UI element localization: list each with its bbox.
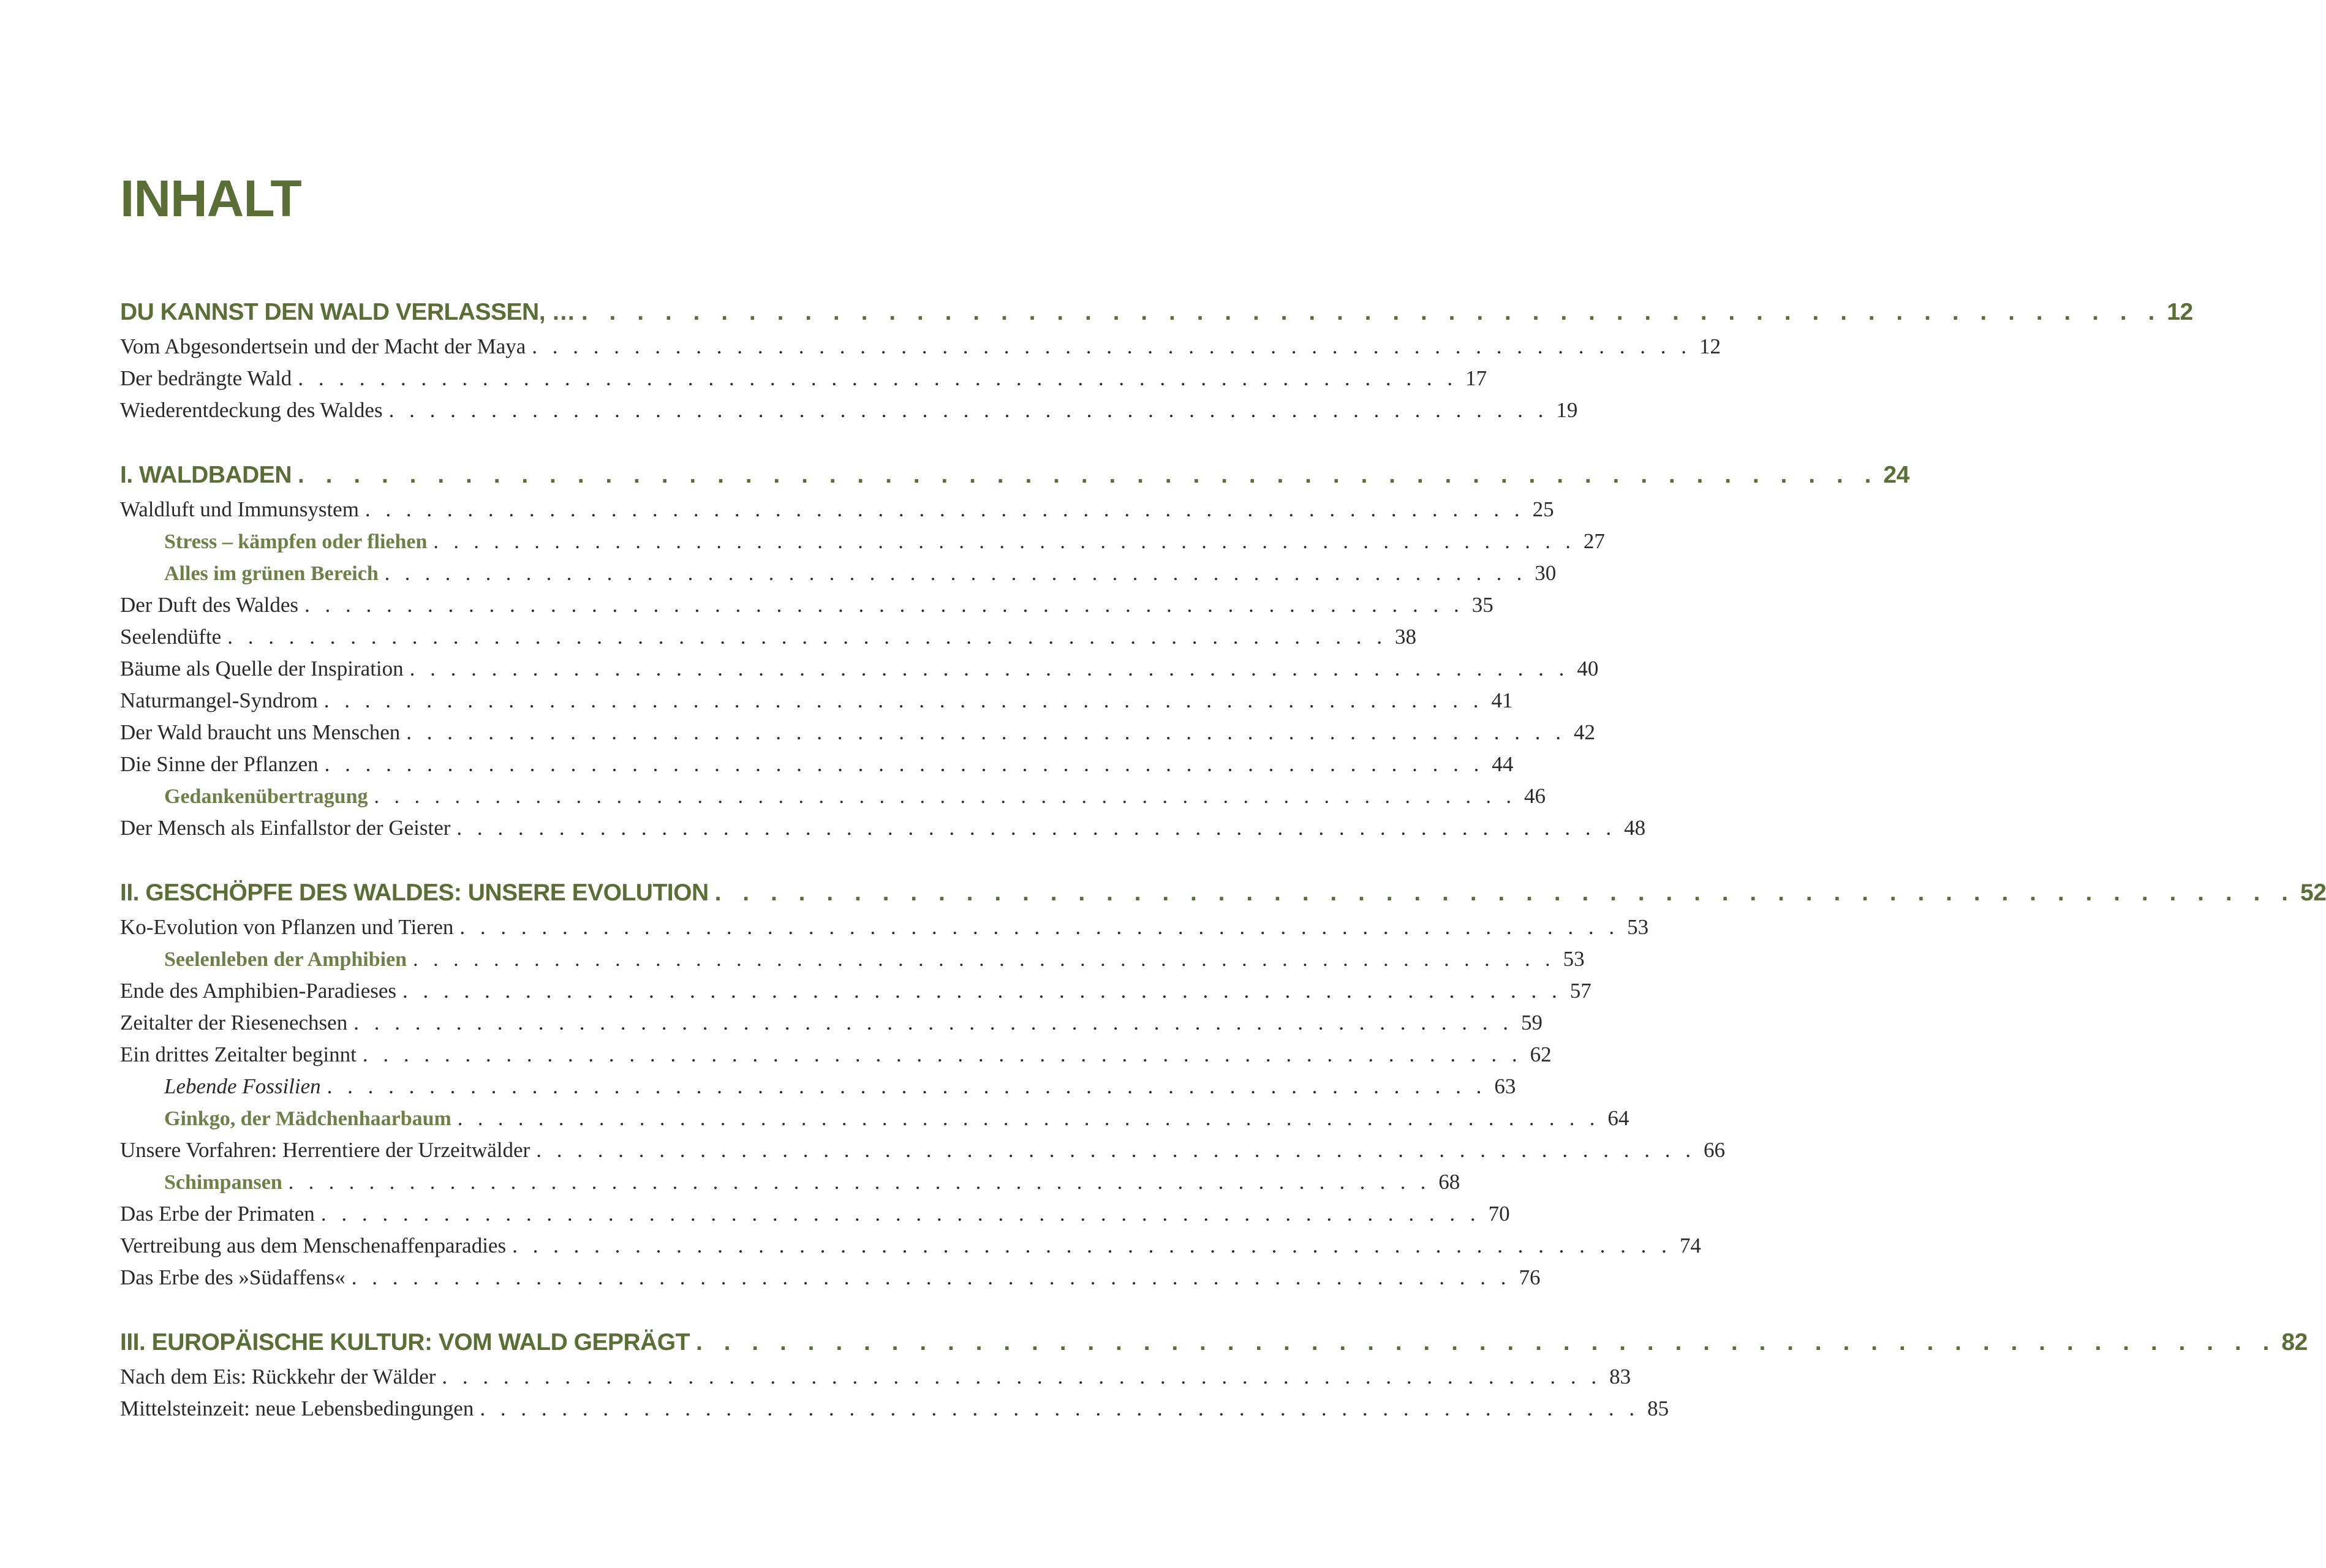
toc-entry-label: Das Erbe des »Südaffens«	[120, 1265, 346, 1289]
toc-entry-page-number: 57	[1569, 979, 1592, 1003]
dot-leader: . . . . . . . . . . . . . . . . . . . . . . . . . . . . . . . . . . . . . . . . . . . . . . . . . . . . . . . . .	[532, 334, 1692, 358]
toc-entry-page-number: 42	[1574, 720, 1595, 744]
toc-entry[interactable]	[120, 915, 1649, 947]
toc-entry-label: Waldluft und Immunsystem	[120, 497, 359, 521]
toc-entry[interactable]	[120, 1234, 1701, 1265]
toc-entry[interactable]	[120, 593, 1493, 625]
toc-section	[120, 1329, 2308, 1428]
toc-chapter-heading-page-number: 52	[2300, 880, 2326, 906]
dot-leader: . . . . . . . . . . . . . . . . . . . . . . . . . . . . . . . . . . . . . . . . . . . . . . . . . . . . . . . . .	[406, 720, 1566, 744]
toc-subentry[interactable]	[120, 784, 1546, 816]
toc-entry-page-number: 25	[1532, 497, 1554, 521]
toc-entry-label: Ende des Amphibien-Paradieses	[120, 979, 397, 1003]
toc-subentry-label: Seelenleben der Amphibien	[164, 948, 407, 971]
toc-entry[interactable]	[120, 366, 1487, 398]
toc-chapter-heading-label: III. EUROPÄISCHE KULTUR: VOM WALD GEPRÄGT	[120, 1329, 690, 1355]
toc-entry[interactable]	[120, 497, 1554, 529]
toc-chapter-heading-label: I. WALDBADEN	[120, 462, 292, 488]
toc-entry-page-number: 83	[1609, 1365, 1631, 1389]
toc-entry-label: Ko-Evolution von Pflanzen und Tieren	[120, 915, 454, 939]
dot-leader: . . . . . . . . . . . . . . . . . . . . . . . . . . . . . . . . . . . . . . . . . . . . . . . . . . . . . . . . .	[351, 1265, 1511, 1289]
toc-entry[interactable]	[120, 625, 1416, 657]
toc-entry-label: Mittelsteinzeit: neue Lebensbedingungen	[120, 1396, 474, 1420]
dot-leader: . . . . . . . . . . . . . . . . . . . . . . . . . . . . . . . . . . . . . . . . . . . . . . . . . . . . . . . . .	[324, 752, 1484, 776]
toc-subentry[interactable]	[120, 1074, 1516, 1106]
toc-entry[interactable]	[120, 334, 1721, 366]
toc-entry-page-number: 53	[1627, 915, 1649, 939]
toc-subentry[interactable]	[120, 561, 1557, 593]
toc-entry[interactable]	[120, 979, 1592, 1011]
dot-leader: . . . . . . . . . . . . . . . . . . . . . . . . . . . . . . . . . . . . . . . . . . . . . . . . . . . . . . . . .	[374, 785, 1516, 808]
toc-entry-label: Vertreibung aus dem Menschenaffenparadies	[120, 1234, 507, 1257]
toc-subentry-label: Schimpansen	[164, 1171, 282, 1194]
dot-leader: . . . . . . . . . . . . . . . . . . . . . . . . . . . . . . . . . . . . . . . . . . . . . . . . . . . . . . . . .	[442, 1365, 1602, 1389]
dot-leader: . . . . . . . . . . . . . . . . . . . . . . . . . . . . . . . . . . . . . . . . . . . . . . . . . . . . . . . . .	[581, 299, 2162, 325]
toc-entry-page-number: 44	[1492, 752, 1514, 776]
toc-entry-page-number: 12	[1699, 334, 1721, 358]
dot-leader: . . . . . . . . . . . . . . . . . . . . . . . . . . . . . . . . . . . . . . . . . . . . . . . . . . . . . . . . .	[402, 979, 1562, 1003]
toc-entry-label: Das Erbe der Primaten	[120, 1202, 315, 1226]
toc-chapter-heading[interactable]	[120, 880, 2326, 915]
toc-subentry-label: Stress – kämpfen oder fliehen	[164, 530, 428, 553]
toc-entry[interactable]	[120, 688, 1513, 720]
toc-entry-label: Der Wald braucht uns Menschen	[120, 720, 401, 744]
toc-entry-page-number: 41	[1491, 688, 1513, 712]
toc-entry[interactable]	[120, 1396, 1669, 1428]
dot-leader: . . . . . . . . . . . . . . . . . . . . . . . . . . . . . . . . . . . . . . . . . . . . . . . . . . . . . . . . .	[362, 1042, 1522, 1066]
dot-leader: . . . . . . . . . . . . . . . . . . . . . . . . . . . . . . . . . . . . . . . . . . . . . . . . . . . . . . . . .	[456, 816, 1617, 840]
toc-section	[120, 462, 1909, 848]
toc-entry-page-number: 40	[1577, 657, 1599, 680]
toc-entry-label: Bäume als Quelle der Inspiration	[120, 657, 404, 680]
toc-chapter-heading-label: II. GESCHÖPFE DES WALDES: UNSERE EVOLUTION	[120, 880, 709, 906]
toc-entry-label: Die Sinne der Pflanzen	[120, 752, 319, 776]
toc-entry-label: Wiederentdeckung des Waldes	[120, 398, 383, 422]
toc-chapter-heading[interactable]	[120, 1329, 2308, 1365]
toc-subentry[interactable]	[120, 1106, 1629, 1138]
dot-leader: . . . . . . . . . . . . . . . . . . . . . . . . . . . . . . . . . . . . . . . . . . . . . . . . . . . . . . . . .	[433, 530, 1576, 553]
dot-leader: . . . . . . . . . . . . . . . . . . . . . . . . . . . . . . . . . . . . . . . . . . . . . . . . . . . . . . . . .	[353, 1011, 1513, 1035]
toc-entry[interactable]	[120, 1365, 1631, 1396]
dot-leader: . . . . . . . . . . . . . . . . . . . . . . . . . . . . . . . . . . . . . . . . . . . . . . . . . . . . . . . . .	[227, 625, 1387, 649]
toc-entry-label: Nach dem Eis: Rückkehr der Wälder	[120, 1365, 436, 1389]
toc-subentry[interactable]	[120, 947, 1585, 979]
toc-entry-label: Seelendüfte	[120, 625, 222, 649]
dot-leader: . . . . . . . . . . . . . . . . . . . . . . . . . . . . . . . . . . . . . . . . . . . . . . . . . . . . . . . . .	[298, 462, 1879, 488]
dot-leader: . . . . . . . . . . . . . . . . . . . . . . . . . . . . . . . . . . . . . . . . . . . . . . . . . . . . . . . . .	[409, 657, 1569, 680]
page-title: INHALT	[120, 170, 301, 227]
toc-entry[interactable]	[120, 1265, 1541, 1297]
toc-chapter-heading-page-number: 82	[2281, 1329, 2308, 1355]
toc-entry-label: Der Duft des Waldes	[120, 593, 299, 617]
dot-leader: . . . . . . . . . . . . . . . . . . . . . . . . . . . . . . . . . . . . . . . . . . . . . . . . . . . . . . . . .	[364, 497, 1525, 521]
dot-leader: . . . . . . . . . . . . . . . . . . . . . . . . . . . . . . . . . . . . . . . . . . . . . . . . . . . . . . . . .	[327, 1074, 1487, 1098]
toc-entry[interactable]	[120, 657, 1599, 688]
toc-subentry-page-number: 27	[1583, 529, 1605, 553]
toc-subentry-page-number: 68	[1438, 1170, 1460, 1194]
toc-subentry-label: Lebende Fossilien	[164, 1074, 321, 1098]
dot-leader: . . . . . . . . . . . . . . . . . . . . . . . . . . . . . . . . . . . . . . . . . . . . . . . . . . . . . . . . .	[536, 1138, 1696, 1162]
toc-entry-label: Vom Abgesondertsein und der Macht der Maya	[120, 334, 526, 358]
toc-subentry-page-number: 46	[1524, 784, 1546, 808]
toc-entry[interactable]	[120, 1011, 1542, 1042]
toc-subentry[interactable]	[120, 529, 1605, 561]
toc-subentry-label: Alles im grünen Bereich	[164, 562, 379, 585]
toc-entry[interactable]	[120, 1138, 1725, 1170]
dot-leader: . . . . . . . . . . . . . . . . . . . . . . . . . . . . . . . . . . . . . . . . . . . . . . . . . . . . . . . . .	[457, 1107, 1600, 1130]
toc-entry-label: Der bedrängte Wald	[120, 366, 292, 390]
toc-entry-page-number: 38	[1394, 625, 1416, 649]
toc-subentry-page-number: 63	[1494, 1074, 1516, 1098]
dot-leader: . . . . . . . . . . . . . . . . . . . . . . . . . . . . . . . . . . . . . . . . . . . . . . . . . . . . . . . . .	[512, 1234, 1672, 1257]
toc-entry[interactable]	[120, 752, 1514, 784]
toc-entry-page-number: 48	[1624, 816, 1646, 840]
dot-leader: . . . . . . . . . . . . . . . . . . . . . . . . . . . . . . . . . . . . . . . . . . . . . . . . . . . . . . . . .	[323, 688, 1484, 712]
toc-section	[120, 880, 2326, 1297]
toc-subentry[interactable]	[120, 1170, 1460, 1202]
toc-entry-page-number: 66	[1703, 1138, 1725, 1162]
dot-leader: . . . . . . . . . . . . . . . . . . . . . . . . . . . . . . . . . . . . . . . . . . . . . . . . . . . . . . . . .	[695, 1329, 2277, 1355]
toc-entry-label: Ein drittes Zeitalter beginnt	[120, 1042, 357, 1066]
dot-leader: . . . . . . . . . . . . . . . . . . . . . . . . . . . . . . . . . . . . . . . . . . . . . . . . . . . . . . . . .	[413, 948, 1555, 971]
toc-entry-page-number: 19	[1556, 398, 1578, 422]
dot-leader: . . . . . . . . . . . . . . . . . . . . . . . . . . . . . . . . . . . . . . . . . . . . . . . . . . . . . . . . .	[288, 1171, 1431, 1194]
toc-subentry-label: Gedankenübertragung	[164, 785, 368, 808]
toc-entry-page-number: 62	[1530, 1042, 1552, 1066]
toc-entry[interactable]	[120, 1202, 1510, 1234]
dot-leader: . . . . . . . . . . . . . . . . . . . . . . . . . . . . . . . . . . . . . . . . . . . . . . . . . . . . . . . . .	[384, 562, 1527, 585]
toc-entry-label: Zeitalter der Riesenechsen	[120, 1011, 348, 1035]
dot-leader: . . . . . . . . . . . . . . . . . . . . . . . . . . . . . . . . . . . . . . . . . . . . . . . . . . . . . . . . .	[304, 593, 1464, 617]
toc-chapter-heading-page-number: 12	[2167, 299, 2193, 325]
toc-entry-page-number: 17	[1465, 366, 1487, 390]
table-of-contents	[120, 299, 2326, 1460]
dot-leader: . . . . . . . . . . . . . . . . . . . . . . . . . . . . . . . . . . . . . . . . . . . . . . . . . . . . . . . . .	[459, 915, 1620, 939]
toc-entry[interactable]	[120, 1042, 1552, 1074]
toc-entry[interactable]	[120, 720, 1595, 752]
toc-subentry-page-number: 53	[1563, 947, 1585, 971]
toc-entry-label: Der Mensch als Einfallstor der Geister	[120, 816, 451, 840]
toc-chapter-heading-label: DU KANNST DEN WALD VERLASSEN, …	[120, 299, 575, 325]
dot-leader: . . . . . . . . . . . . . . . . . . . . . . . . . . . . . . . . . . . . . . . . . . . . . . . . . . . . . . . . .	[388, 398, 1549, 422]
toc-chapter-heading-page-number: 24	[1883, 462, 1909, 488]
toc-entry-page-number: 76	[1519, 1265, 1541, 1289]
dot-leader: . . . . . . . . . . . . . . . . . . . . . . . . . . . . . . . . . . . . . . . . . . . . . . . . . . . . . . . . .	[480, 1396, 1640, 1420]
toc-entry-page-number: 59	[1520, 1011, 1542, 1035]
toc-section	[120, 299, 2193, 430]
dot-leader: . . . . . . . . . . . . . . . . . . . . . . . . . . . . . . . . . . . . . . . . . . . . . . . . . . . . . . . . .	[298, 366, 1458, 390]
toc-entry-label: Unsere Vorfahren: Herrentiere der Urzeitwälder	[120, 1138, 531, 1162]
toc-entry[interactable]	[120, 398, 1578, 430]
toc-entry[interactable]	[120, 816, 1646, 848]
toc-subentry-page-number: 64	[1607, 1106, 1629, 1130]
toc-entry-page-number: 35	[1471, 593, 1493, 617]
toc-chapter-heading[interactable]	[120, 462, 1909, 497]
toc-entry-page-number: 70	[1488, 1202, 1510, 1226]
toc-entry-label: Naturmangel-Syndrom	[120, 688, 318, 712]
toc-entry-page-number: 85	[1647, 1396, 1669, 1420]
toc-subentry-label: Ginkgo, der Mädchenhaarbaum	[164, 1107, 451, 1130]
toc-chapter-heading[interactable]	[120, 299, 2193, 334]
dot-leader: . . . . . . . . . . . . . . . . . . . . . . . . . . . . . . . . . . . . . . . . . . . . . . . . . . . . . . . . .	[320, 1202, 1481, 1226]
toc-subentry-page-number: 30	[1535, 561, 1557, 585]
dot-leader: . . . . . . . . . . . . . . . . . . . . . . . . . . . . . . . . . . . . . . . . . . . . . . . . . . . . . . . . .	[714, 880, 2296, 906]
toc-entry-page-number: 74	[1679, 1234, 1701, 1257]
